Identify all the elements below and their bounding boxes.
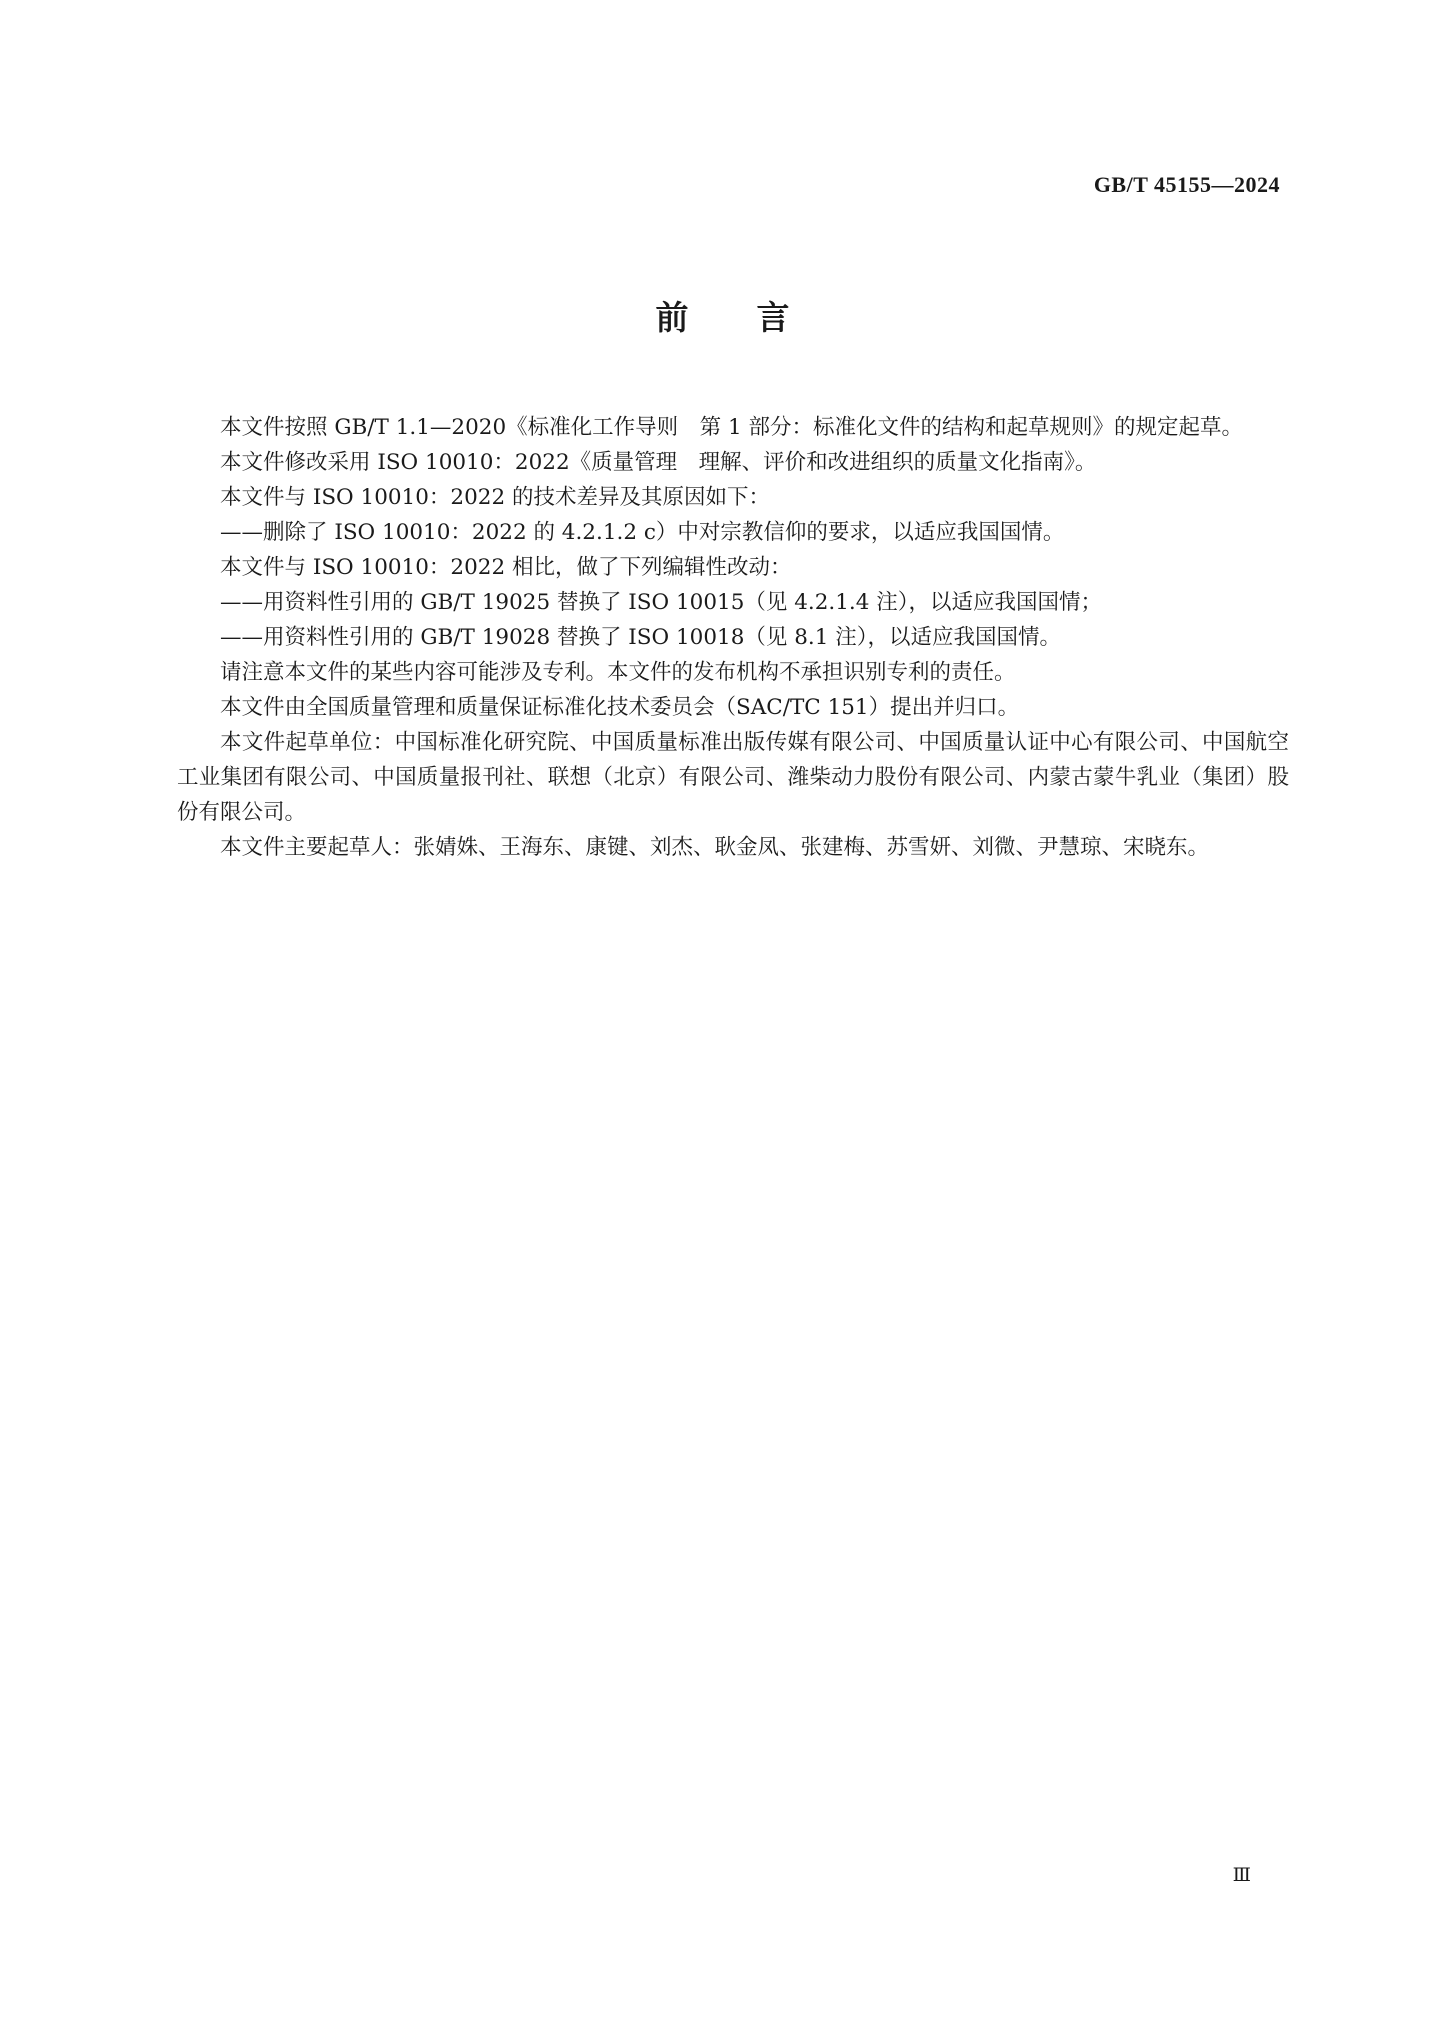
- list-item-technical-difference: ——删除了 ISO 10010：2022 的 4.2.1.2 c）中对宗教信仰的要求，以适应我国国情。: [220, 520, 1065, 545]
- list-item-editorial-change: ——用资料性引用的 GB/T 19028 替换了 ISO 10018（见 8.1 注），以适应我国国情。: [220, 625, 1061, 650]
- paragraph-drafting-rules: 本文件按照 GB/T 1.1—2020《标准化工作导则 第 1 部分：标准化文件的结构和起草规则》的规定起草。: [220, 415, 1243, 440]
- paragraph-drafters: 本文件主要起草人：张婧姝、王海东、康键、刘杰、耿金凤、张建梅、苏雪妍、刘微、尹慧琼、宋晓东。: [220, 835, 1210, 860]
- foreword-body: [177, 410, 1289, 865]
- paragraph-technical-differences: 本文件与 ISO 10010：2022 的技术差异及其原因如下：: [220, 485, 770, 510]
- paragraph-proposer: 本文件由全国质量管理和质量保证标准化技术委员会（SAC/TC 151）提出并归口。: [220, 695, 1020, 720]
- list-item-editorial-change: ——用资料性引用的 GB/T 19025 替换了 ISO 10015（见 4.2.1.4 注），以适应我国国情；: [220, 590, 1103, 615]
- paragraph-editorial-changes: 本文件与 ISO 10010：2022 相比，做了下列编辑性改动：: [220, 555, 792, 580]
- paragraph-drafting-units: 本文件起草单位：中国标准化研究院、中国质量标准出版传媒有限公司、中国质量认证中心有限公司、中国航空工业集团有限公司、中国质量报刊社、联想（北京）有限公司、潍柴动力股份有限公司、内蒙古蒙牛乳业（集团）股份有限公司。: [177, 730, 1289, 825]
- page-number: Ⅲ: [1232, 1865, 1250, 1886]
- page-title: 前言: [655, 298, 858, 337]
- paragraph-patent-notice: 请注意本文件的某些内容可能涉及专利。本文件的发布机构不承担识别专利的责任。: [220, 660, 1016, 685]
- document-code: GB/T 45155—2024: [1093, 172, 1280, 197]
- paragraph-adoption: 本文件修改采用 ISO 10010：2022《质量管理 理解、评价和改进组织的质量文化指南》。: [220, 450, 1097, 475]
